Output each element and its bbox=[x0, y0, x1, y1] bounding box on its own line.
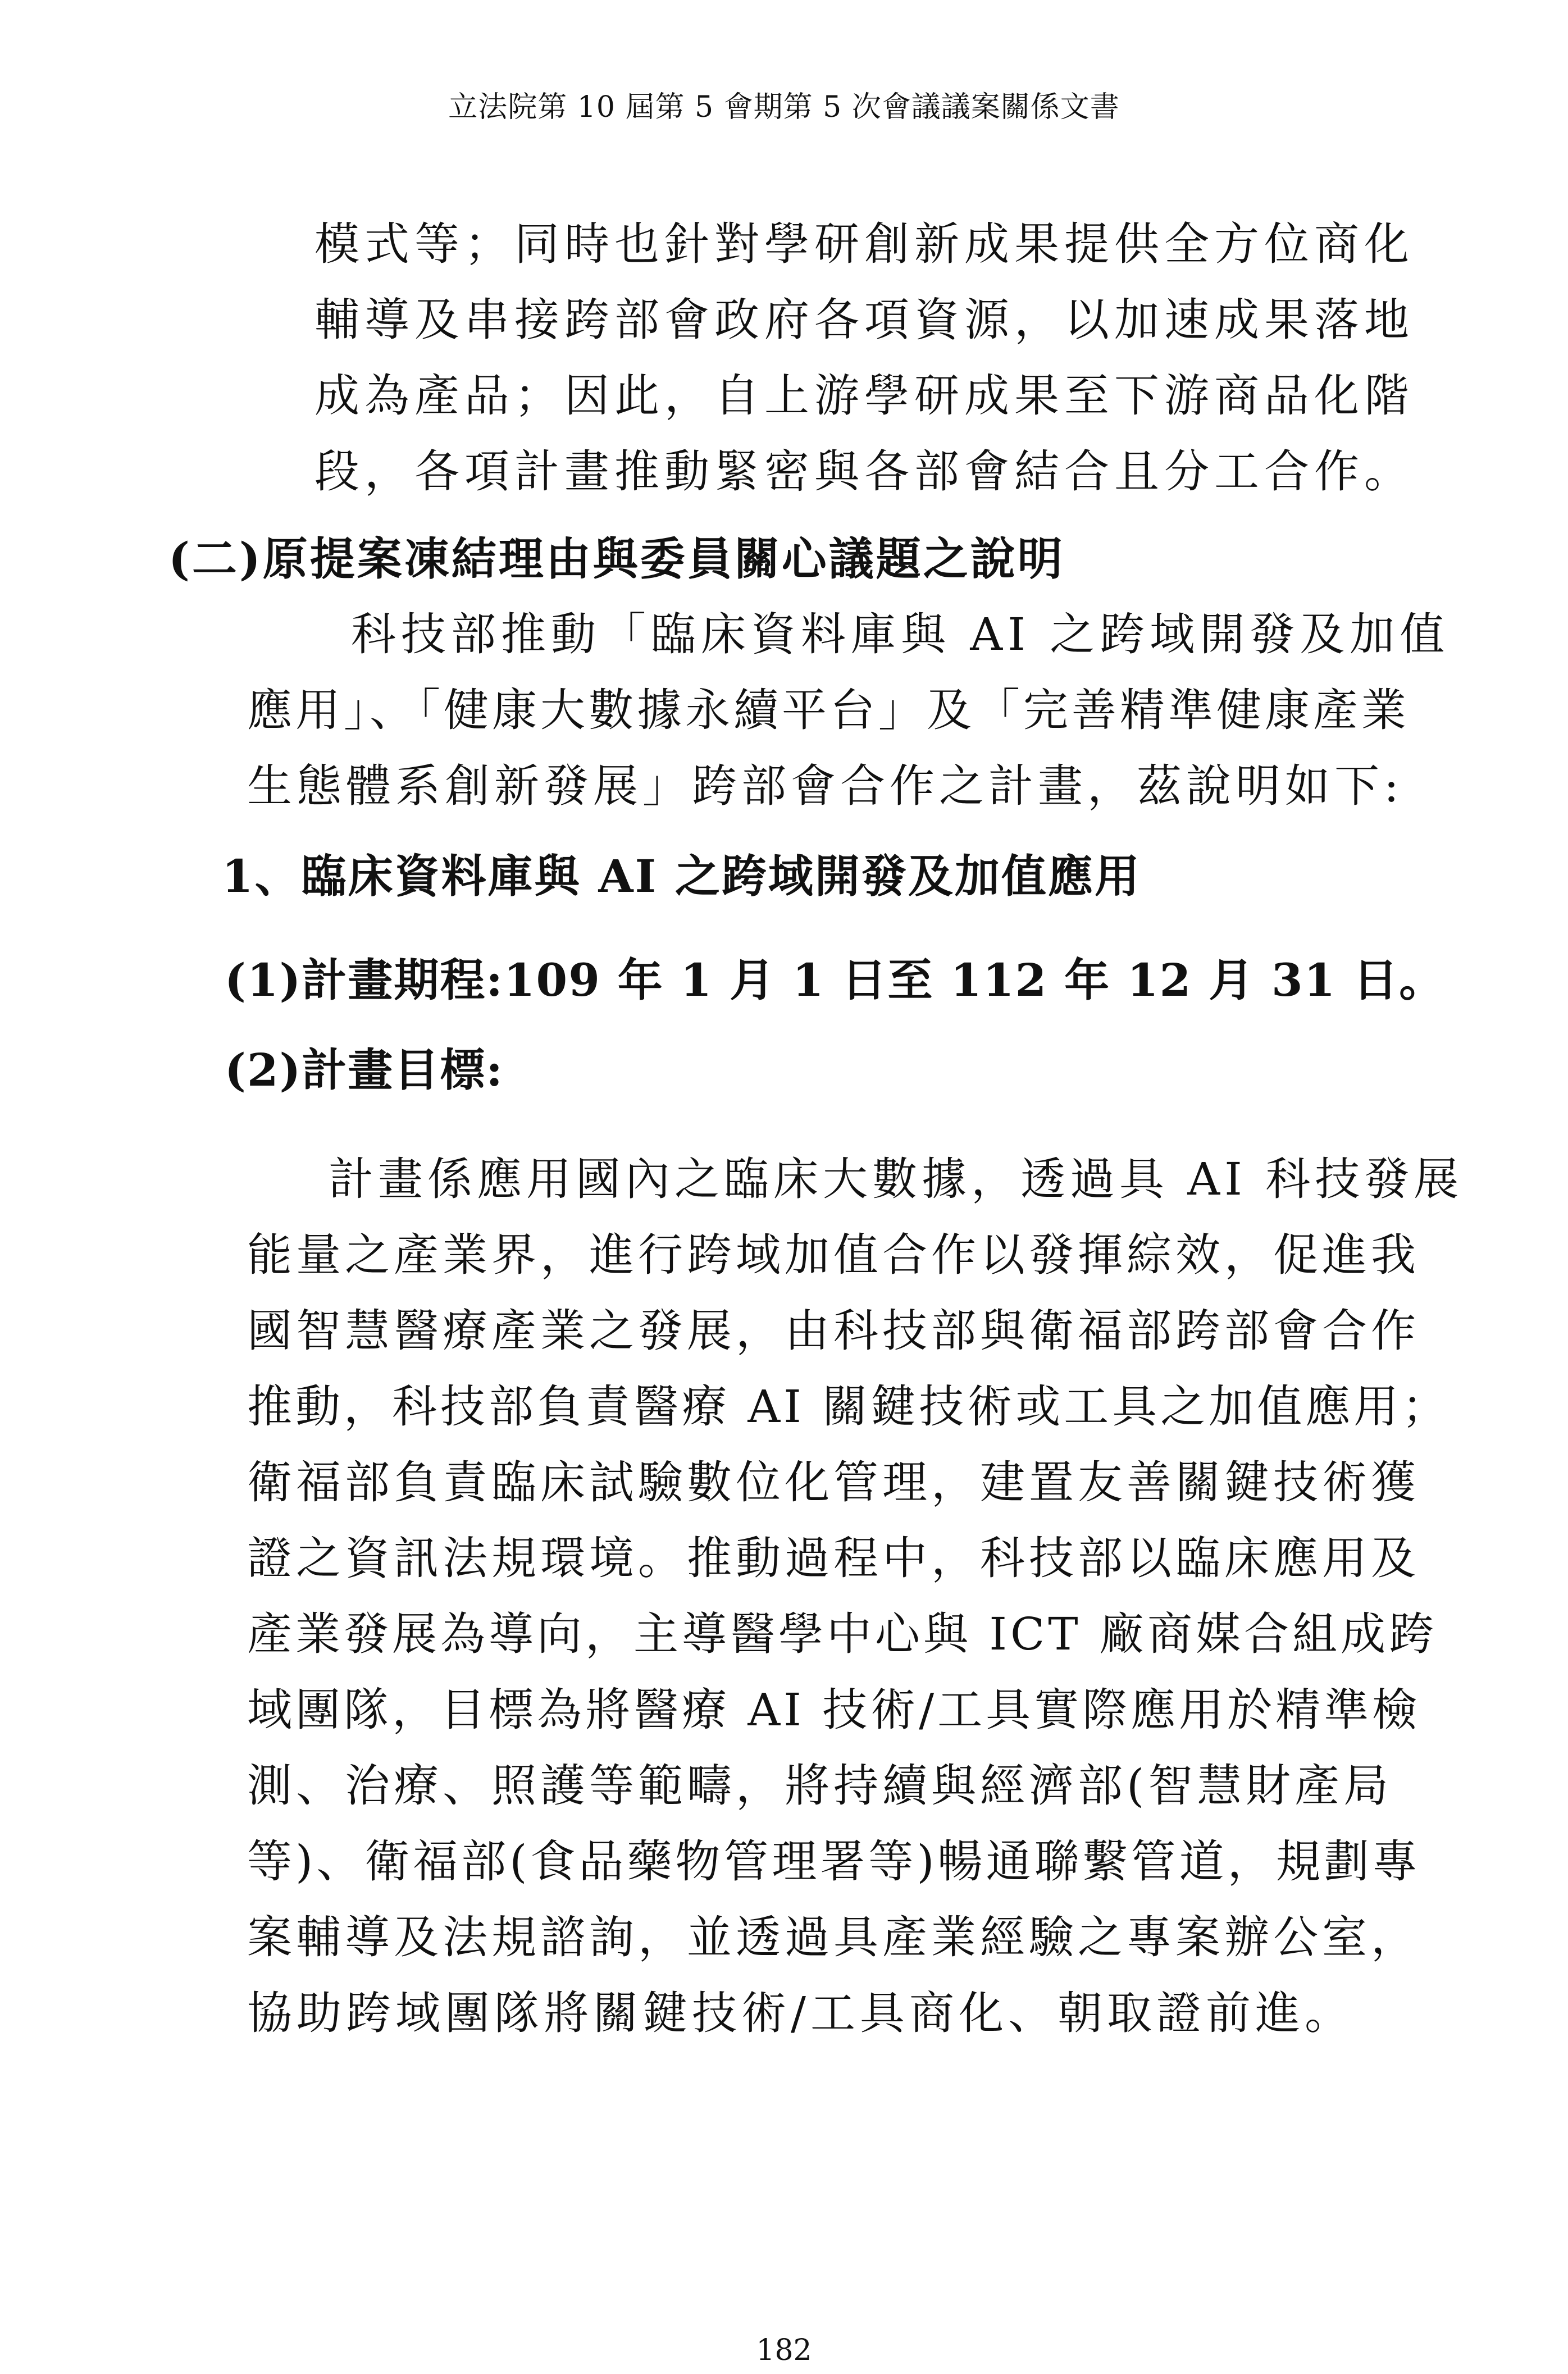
continuation-line-4: 段，各項計畫推動緊密與各部會結合且分工合作。 bbox=[314, 445, 1414, 498]
goal-line-1: 計畫係應用國內之臨床大數據，透過具 AI 科技發展 bbox=[329, 1153, 1464, 1205]
page-number: 182 bbox=[756, 2334, 812, 2367]
item-1-period: (1)計畫期程:109 年 1 月 1 日至 112 年 12 月 31 日。 bbox=[225, 954, 1446, 1006]
continuation-line-2: 輔導及串接跨部會政府各項資源，以加速成果落地 bbox=[314, 294, 1414, 346]
continuation-line-3: 成為產品；因此，自上游學研成果至下游商品化階 bbox=[314, 370, 1414, 422]
goal-line-11: 案輔導及法規諮詢，並透過具產業經驗之專案辦公室， bbox=[247, 1911, 1420, 1963]
goal-line-9: 測、治療、照護等範疇，將持續與經濟部(智慧財產局 bbox=[247, 1760, 1393, 1812]
section-2-heading: (二)原提案凍結理由與委員關心議題之說明 bbox=[168, 532, 1065, 585]
goal-line-8: 域團隊，目標為將醫療 AI 技術/工具實際應用於精準檢 bbox=[247, 1684, 1421, 1736]
goal-line-12: 協助跨域團隊將關鍵技術/工具商化、朝取證前進。 bbox=[247, 1987, 1354, 2039]
goal-line-10: 等)、衛福部(食品藥物管理署等)暢通聯繫管道，規劃專 bbox=[247, 1835, 1421, 1888]
section-2-intro-line-2: 應用」、「健康大數據永續平台」及「完善精準健康產業 bbox=[247, 684, 1410, 736]
page-header: 立法院第 10 屆第 5 會期第 5 次會議議案關係文書 bbox=[448, 90, 1120, 124]
goal-line-5: 衛福部負責臨床試驗數位化管理，建置友善關鍵技術獲 bbox=[247, 1456, 1420, 1509]
goal-line-7: 產業發展為導向，主導醫學中心與 ICT 廠商媒合組成跨 bbox=[247, 1608, 1438, 1660]
section-2-intro-line-1: 科技部推動「臨床資料庫與 AI 之跨域開發及加值 bbox=[351, 608, 1450, 660]
goal-line-2: 能量之產業界，進行跨域加值合作以發揮綜效，促進我 bbox=[247, 1229, 1420, 1281]
goal-line-6: 證之資訊法規環境。推動過程中，科技部以臨床應用及 bbox=[247, 1532, 1420, 1584]
section-2-intro-line-3: 生態體系創新發展」跨部會合作之計畫，茲說明如下: bbox=[247, 760, 1403, 812]
item-1-heading: 1、臨床資料庫與 AI 之跨域開發及加值應用 bbox=[222, 850, 1141, 903]
continuation-line-1: 模式等；同時也針對學研創新成果提供全方位商化 bbox=[314, 218, 1414, 270]
goal-line-4: 推動，科技部負責醫療 AI 關鍵技術或工具之加值應用； bbox=[247, 1380, 1451, 1433]
goal-line-3: 國智慧醫療產業之發展，由科技部與衛福部跨部會合作 bbox=[247, 1305, 1420, 1357]
item-1-goal-heading: (2)計畫目標: bbox=[225, 1044, 504, 1096]
